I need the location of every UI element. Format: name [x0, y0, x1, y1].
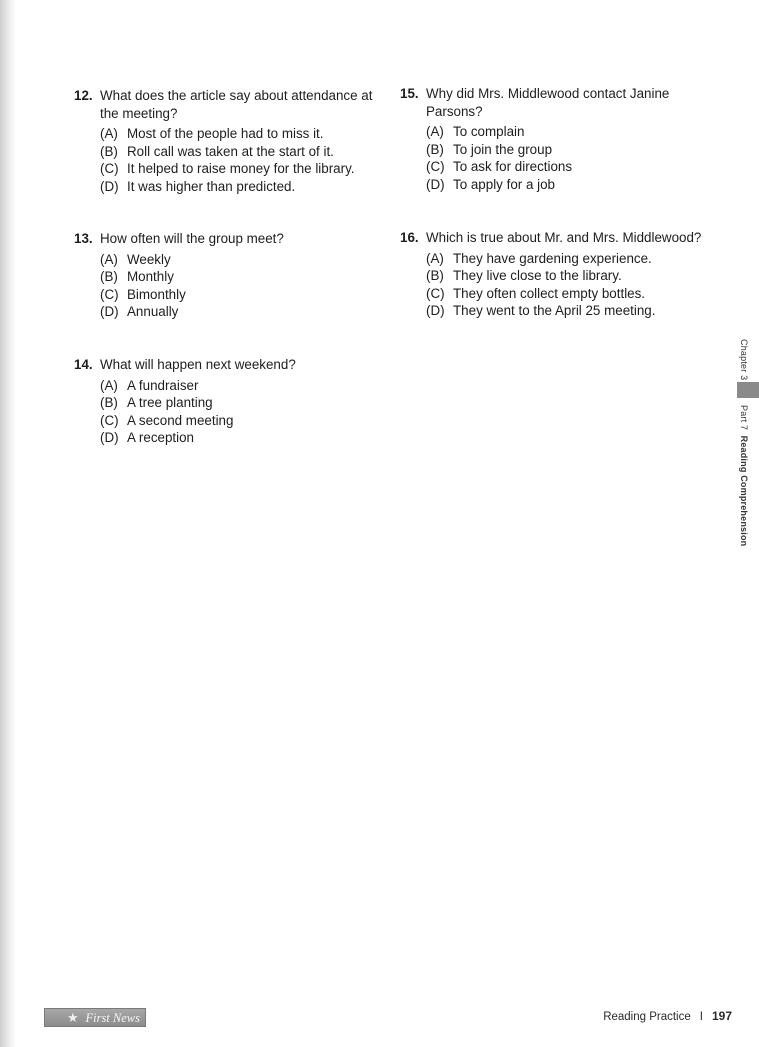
option-letter: (C) [426, 285, 445, 301]
option-letter: (D) [100, 304, 119, 320]
question-text: How often will the group meet? [100, 231, 284, 246]
page-footer [603, 1009, 732, 1023]
option-text: To join the group [453, 141, 553, 157]
question-16 [400, 229, 710, 320]
answer-option-a[interactable] [426, 123, 700, 141]
answer-options [426, 123, 700, 193]
answer-option-b[interactable] [100, 143, 374, 161]
option-text: Annually [127, 304, 179, 320]
answer-option-c[interactable] [100, 160, 374, 178]
answer-option-c[interactable] [426, 158, 700, 176]
answer-options [426, 250, 710, 320]
answer-option-d[interactable] [100, 303, 374, 321]
footer-separator: I [699, 1011, 703, 1023]
option-text: They have gardening experience. [453, 250, 652, 266]
answer-option-a[interactable] [426, 250, 710, 268]
question-13 [74, 230, 374, 321]
answer-options [100, 251, 374, 321]
option-letter: (A) [426, 250, 444, 266]
chapter-tab-marker [737, 382, 759, 398]
option-text: It helped to raise money for the library. [127, 161, 355, 177]
option-text: To ask for directions [453, 159, 573, 175]
answer-option-a[interactable] [100, 377, 374, 395]
answer-option-d[interactable] [426, 302, 710, 320]
option-text: They live close to the library. [453, 268, 622, 284]
question-number: 16. [400, 230, 419, 245]
part-number: Part 7 [739, 405, 749, 431]
answer-option-d[interactable] [100, 178, 374, 196]
option-letter: (C) [426, 159, 445, 175]
option-text: Roll call was taken at the start of it. [127, 143, 334, 159]
option-letter: (B) [426, 141, 444, 157]
part-label [739, 405, 749, 546]
option-text: They went to the April 25 meeting. [453, 303, 656, 319]
star-icon: ★ [67, 1010, 79, 1025]
option-text: Bimonthly [127, 286, 186, 302]
answer-option-d[interactable] [426, 176, 700, 194]
answer-option-a[interactable] [100, 251, 374, 269]
option-letter: (A) [100, 126, 118, 142]
question-number: 12. [74, 88, 93, 103]
option-letter: (D) [426, 303, 445, 319]
option-letter: (D) [100, 178, 119, 194]
option-letter: (A) [426, 124, 444, 140]
question-text: What does the article say about attendance at the meeting? [100, 88, 373, 121]
chapter-side-tab [735, 335, 759, 547]
option-text: Monthly [127, 269, 174, 285]
answer-options [100, 377, 374, 447]
first-news-logo [44, 1008, 146, 1027]
option-text: A fundraiser [127, 377, 199, 393]
option-letter: (C) [100, 412, 119, 428]
footer-section-label: Reading Practice [603, 1011, 691, 1023]
answer-option-b[interactable] [426, 267, 710, 285]
answer-option-a[interactable] [100, 125, 374, 143]
question-15 [400, 85, 700, 194]
option-text: To complain [453, 124, 525, 140]
answer-option-c[interactable] [100, 412, 374, 430]
question-14 [74, 356, 374, 447]
chapter-label: Chapter 3 [739, 339, 749, 381]
option-text: A reception [127, 430, 194, 446]
option-letter: (A) [100, 377, 118, 393]
section-name: Reading Comprehension [739, 435, 749, 547]
answer-options [100, 125, 374, 195]
option-letter: (D) [100, 430, 119, 446]
option-letter: (B) [100, 395, 118, 411]
option-letter: (B) [426, 268, 444, 284]
page-spine-shadow [0, 0, 16, 1047]
option-text: Most of the people had to miss it. [127, 126, 324, 142]
question-text: Why did Mrs. Middlewood contact Janine Parsons? [426, 86, 670, 119]
question-number: 14. [74, 357, 93, 372]
option-letter: (A) [100, 251, 118, 267]
page-number: 197 [711, 1009, 732, 1023]
question-number: 15. [400, 86, 419, 101]
answer-option-c[interactable] [100, 286, 374, 304]
option-text: Weekly [127, 251, 171, 267]
option-text: It was higher than predicted. [127, 178, 296, 194]
answer-option-b[interactable] [426, 141, 700, 159]
option-letter: (D) [426, 176, 445, 192]
option-text: A tree planting [127, 395, 213, 411]
option-letter: (C) [100, 161, 119, 177]
option-letter: (B) [100, 269, 118, 285]
question-12 [74, 87, 374, 196]
question-text: What will happen next weekend? [100, 357, 296, 372]
answer-option-d[interactable] [100, 429, 374, 447]
question-text: Which is true about Mr. and Mrs. Middlewood? [426, 230, 702, 245]
option-letter: (C) [100, 286, 119, 302]
option-letter: (B) [100, 143, 118, 159]
logo-text: First News [85, 1011, 140, 1025]
option-text: To apply for a job [453, 176, 555, 192]
answer-option-c[interactable] [426, 285, 710, 303]
option-text: They often collect empty bottles. [453, 285, 646, 301]
answer-option-b[interactable] [100, 394, 374, 412]
answer-option-b[interactable] [100, 268, 374, 286]
option-text: A second meeting [127, 412, 234, 428]
question-number: 13. [74, 231, 93, 246]
